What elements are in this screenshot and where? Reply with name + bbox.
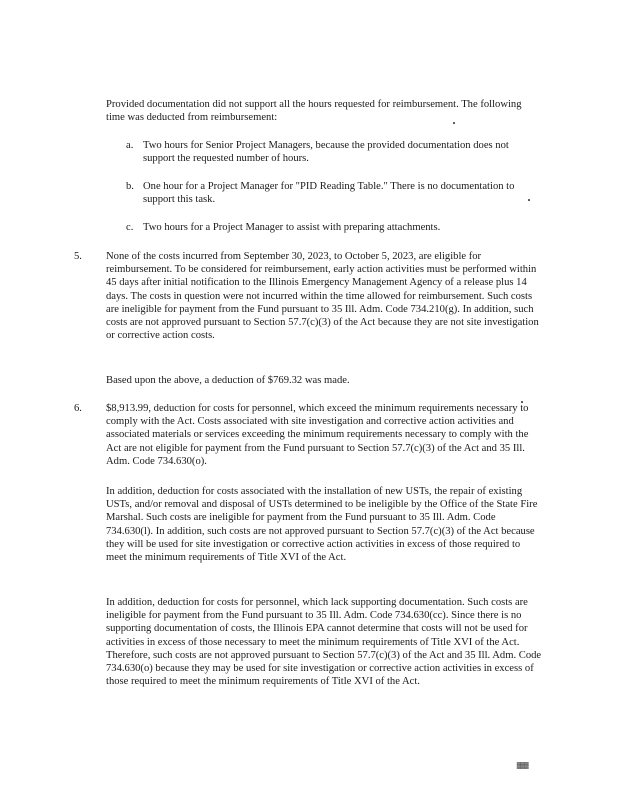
item-6-paragraph-2: In addition, deduction for costs associated with the installation of new USTs, the repair of existing USTs, and/or removal and disposal of USTs determined to be ineligible by the Office of the State Fire Marshal. Such costs are ineligible for payment from the Fund pursuant to 35 Ill. Adm. Code 734.630(l). In addition, such costs are not approved pursuant to Section 57.7(c)(3) of the Act because they will be used for site investigation or corrective action activities in excess of those required to meet the minimum requirements of Title XVI of the Act. [106,486,538,564]
scan-speck [453,122,455,124]
sub-item-a-label: a. [126,140,134,151]
item-5-paragraph-2: Based upon the above, a deduction of $769.32 was made. [106,375,350,386]
sub-item-c-text: Two hours for a Project Manager to assist with preparing attachments. [143,222,441,233]
item-6-paragraph-3: In addition, deduction for costs for personnel, which lack supporting documentation. Such costs are ineligible for payment from the Fund pursuant to 35 Ill. Adm. Code 734.630(cc). Since there is no supporting documentation of costs, the Illinois EPA cannot determine that costs will not be used for activities in excess of those necessary to meet the minimum requirements of Title XVI of the Act. Therefore, such costs are not approved pursuant to Section 57.7(c)(3) of the Act and 35 Ill. Adm. Code 734.630(o) because they may be used for site investigation or corrective action activities in excess of those required to meet the minimum requirements of Title XVI of the Act. [106,597,542,688]
scan-speck [521,401,523,403]
sub-item-c-label: c. [126,222,134,233]
page-footer-mark: ▓▓▓ [516,763,529,769]
item-6-number: 6. [74,403,82,414]
sub-item-b-label: b. [126,181,134,192]
sub-item-b-text: One hour for a Project Manager for "PID Reading Table." There is no documentation to support this task. [143,181,515,206]
sub-item-a-text: Two hours for Senior Project Managers, because the provided documentation does not support the requested number of hours. [143,140,509,165]
intro-paragraph: Provided documentation did not support all the hours requested for reimbursement. The following time was deducted from reimbursement: [106,99,522,124]
item-6-paragraph-1: $8,913.99, deduction for costs for personnel, which exceed the minimum requirements necessary to comply with the Act. Costs associated with site investigation and corrective action activities and associated materials or services exceeding the minimum requirements necessary to comply with the Act are not eligible for payment from the Fund pursuant to Section 57.7(c)(3) of the Act and 35 Ill. Adm. Code 734.630(o). [106,403,529,467]
item-5-paragraph-1: None of the costs incurred from September 30, 2023, to October 5, 2023, are eligible for reimbursement. To be considered for reimbursement, early action activities must be performed within 45 days after initial notification to the Illinois Emergency Management Agency of a release plus 14 days. The costs in question were not incurred within the time allowed for reimbursement. Such costs are ineligible for payment from the Fund pursuant to 35 Ill. Adm. Code 734.210(g). In addition, such costs are not approved pursuant to Section 57.7(c)(3) of the Act because they are not site investigation or corrective action costs. [106,251,539,342]
scan-speck [528,199,530,201]
item-5-number: 5. [74,251,82,262]
